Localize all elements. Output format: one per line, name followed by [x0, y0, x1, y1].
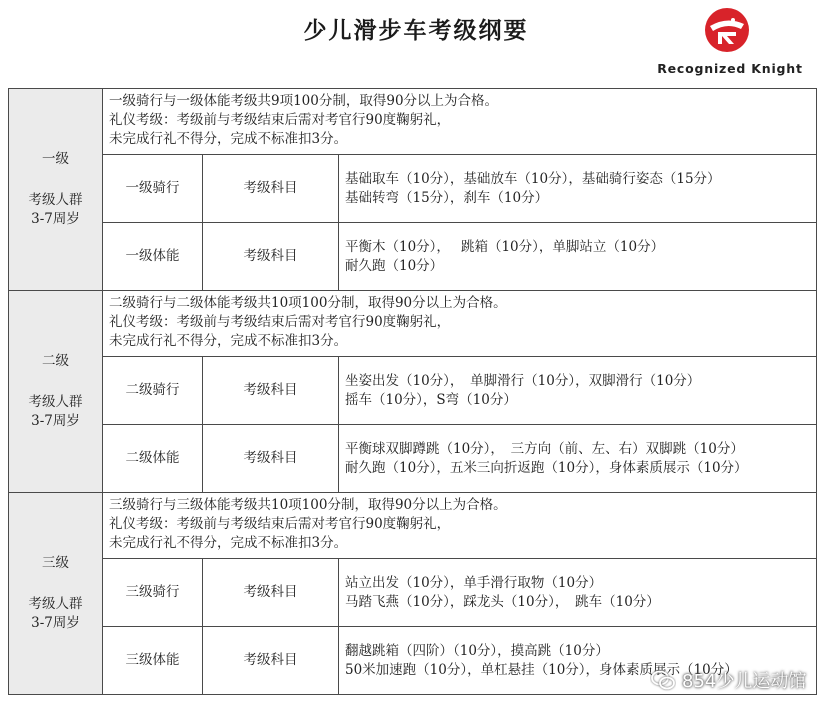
intro-line: 未完成行礼不得分，完成不标准扣3分。 — [109, 535, 348, 551]
level-group-label: 考级人群 — [28, 596, 83, 612]
item-name: 二级体能 — [103, 425, 203, 493]
intro-line: 礼仪考级：考级前与考级结束后需对考官行90度鞠躬礼， — [109, 516, 451, 532]
content-line: 摇车（10分），S弯（10分） — [345, 391, 517, 408]
item-content — [339, 155, 817, 223]
table-row — [9, 155, 817, 223]
content-line: 翻越跳箱（四阶）（10分），摸高跳（10分） — [345, 642, 609, 659]
intro-line: 二级骑行与二级体能考级共10项100分制，取得90分以上为合格。 — [109, 295, 507, 311]
content-line: 平衡木（10分）， 跳箱（10分），单脚站立（10分） — [345, 238, 665, 255]
level-intro — [103, 291, 817, 357]
content-line: 站立出发（10分），单手滑行取物（10分） — [345, 574, 603, 591]
item-name: 二级骑行 — [103, 357, 203, 425]
item-subject: 考级科目 — [203, 627, 339, 695]
item-content — [339, 559, 817, 627]
item-content — [339, 223, 817, 291]
level-intro — [103, 493, 817, 559]
item-content — [339, 425, 817, 493]
table-row — [9, 493, 817, 559]
level-age: 3-7周岁 — [31, 211, 80, 227]
item-name: 三级体能 — [103, 627, 203, 695]
level-cell — [9, 291, 103, 493]
content-line: 马踏飞燕（10分），踩龙头（10分）， 跳车（10分） — [345, 593, 660, 610]
intro-line: 礼仪考级：考级前与考级结束后需对考官行90度鞠躬礼， — [109, 112, 451, 128]
intro-line: 一级骑行与一级体能考级共9项100分制，取得90分以上为合格。 — [109, 93, 499, 109]
watermark — [650, 664, 825, 696]
content-line: 50米加速跑（10分），单杠悬挂（10分），身体素质展示（10分） — [345, 661, 738, 678]
content-line: 基础转弯（15分），刹车（10分） — [345, 189, 549, 206]
level-group-label: 考级人群 — [28, 394, 83, 410]
level-intro — [103, 89, 817, 155]
item-name: 一级骑行 — [103, 155, 203, 223]
item-subject: 考级科目 — [203, 155, 339, 223]
intro-line: 礼仪考级：考级前与考级结束后需对考官行90度鞠躬礼， — [109, 314, 451, 330]
table-row — [9, 425, 817, 493]
item-name: 三级骑行 — [103, 559, 203, 627]
level-cell — [9, 493, 103, 695]
item-subject: 考级科目 — [203, 357, 339, 425]
table-row — [9, 559, 817, 627]
intro-line: 未完成行礼不得分，完成不标准扣3分。 — [109, 333, 348, 349]
item-subject: 考级科目 — [203, 559, 339, 627]
brand-name: Recognized Knight — [657, 61, 803, 76]
watermark-text: 854少儿运动馆 — [682, 671, 807, 692]
item-content — [339, 357, 817, 425]
item-subject: 考级科目 — [203, 223, 339, 291]
intro-line: 未完成行礼不得分，完成不标准扣3分。 — [109, 131, 348, 147]
rk-knight-logo-icon — [703, 6, 751, 54]
item-subject: 考级科目 — [203, 425, 339, 493]
table-row — [9, 291, 817, 357]
level-cell — [9, 89, 103, 291]
content-line: 耐久跑（10分），五米三向折返跑（10分），身体素质展示（10分） — [345, 459, 748, 476]
intro-line: 三级骑行与三级体能考级共10项100分制，取得90分以上为合格。 — [109, 497, 507, 513]
level-age: 3-7周岁 — [31, 413, 80, 429]
page-header — [0, 0, 832, 86]
table-row — [9, 89, 817, 155]
item-name: 一级体能 — [103, 223, 203, 291]
content-line: 耐久跑（10分） — [345, 257, 444, 274]
content-line: 坐姿出发（10分）， 单脚滑行（10分），双脚滑行（10分） — [345, 372, 701, 389]
level-group-label: 考级人群 — [28, 192, 83, 208]
level-name: 三级 — [42, 555, 69, 571]
level-name: 一级 — [42, 151, 69, 167]
level-age: 3-7周岁 — [31, 615, 80, 631]
wechat-icon — [650, 667, 676, 693]
table-row — [9, 357, 817, 425]
exam-outline-table — [8, 88, 817, 695]
content-line: 平衡球双脚蹲跳（10分）， 三方向（前、左、右）双脚跳（10分） — [345, 440, 744, 457]
table-row — [9, 223, 817, 291]
page-title: 少儿滑步车考级纲要 — [303, 18, 529, 44]
level-name: 二级 — [42, 353, 69, 369]
content-line: 基础取车（10分），基础放车（10分），基础骑行姿态（15分） — [345, 170, 721, 187]
